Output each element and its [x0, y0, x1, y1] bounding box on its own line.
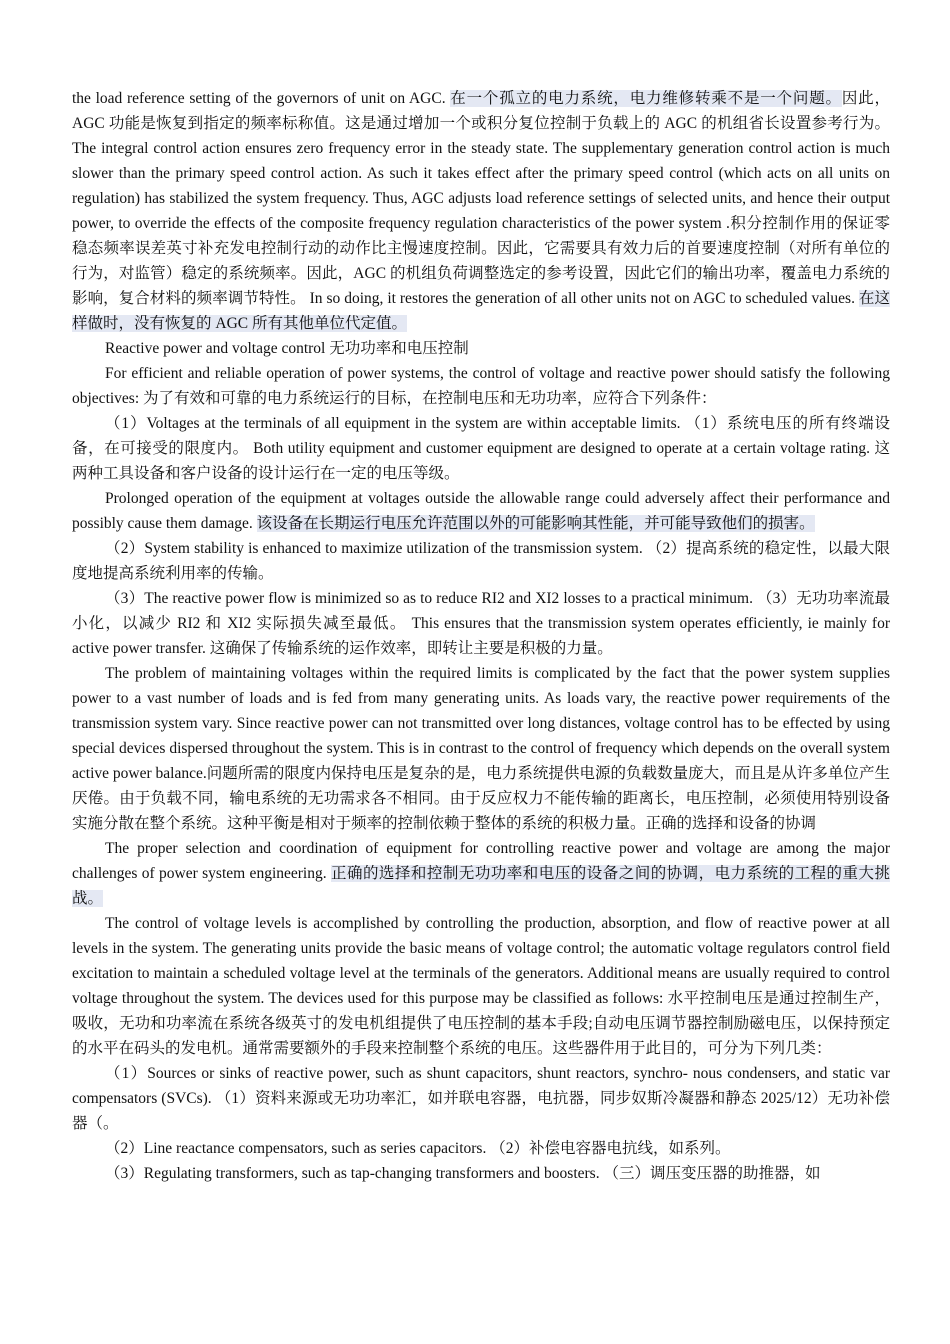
text-run: Prolonged operation of the equipment at voltages outside the allowable range could adversely affect their performance and possibly cause them damage. — [72, 490, 890, 532]
text-run: The proper selection and coordination of equipment for controlling reactive power and voltage are among the major challenges of power system engineering. — [72, 840, 890, 882]
paragraph — [72, 536, 890, 586]
highlighted-translation: 在这样做时，没有恢复的 AGC 所有其他单位代定值。 — [72, 290, 890, 332]
text-run: （3）The reactive power flow is minimized so as to reduce RI2 and XI2 losses to a practical minimum. （3）无功功率流最小化，以减少 RI2 和 XI2 实际损失减至最低。 This ensures that the transmission system operates efficiently, ie mainly for active power transfer. 这确保了传输系统的运作效率，即转让主要是积极的力量。 — [72, 590, 890, 657]
paragraph — [72, 911, 890, 1061]
paragraph — [72, 586, 890, 661]
highlighted-translation: 在一个孤立的电力系统，电力维修转乘不是一个问题。 — [450, 90, 842, 107]
paragraph — [72, 411, 890, 486]
paragraph — [72, 836, 890, 911]
text-run: （1）Voltages at the terminals of all equipment in the system are within acceptable limits. （1）系统电压的所有终端设备，在可接受的限度内。 Both utility equipment and customer equipment are designed to operate at a certain voltage rating. 这两种工具设备和客户设备的设计运行在一定的电压等级。 — [72, 415, 890, 482]
paragraph — [72, 336, 890, 361]
text-run: For efficient and reliable operation of power systems, the control of voltage and reactive power should satisfy the following objectives: 为了有效和可靠的电力系统运行的目标，在控制电压和无功功率，应符合下列条件： — [72, 365, 890, 407]
text-run: the load reference setting of the governors of unit on AGC. — [72, 90, 451, 107]
paragraph — [72, 661, 890, 836]
text-run: Reactive power and voltage control 无功功率和电压控制 — [105, 340, 469, 357]
text-run: The control of voltage levels is accomplished by controlling the production, absorption, and flow of reactive power at all levels in the system. The generating units provide the basic means of voltage control; the automatic voltage regulators control field excitation to maintain a scheduled voltage level at the terminals of the generators. Additional means are usually required to control voltage throughout the system. The devices used for this purpose may be classified as follows: 水平控制电压是通过控制生产，吸收，无功和功率流在系统各级英寸的发电机组提供了电压控制的基本手段;自动电压调节器控制励磁电压，以保持预定的水平在码头的发电机。通常需要额外的手段来控制整个系统的电压。这些器件用于此目的，可分为下列几类： — [72, 915, 890, 1057]
text-run: The problem of maintaining voltages within the required limits is complicated by the fact that the power system supplies power to a vast number of loads and is fed from many generating units. As loads vary, the reactive power requirements of the transmission system vary. Since reactive power can not transmitted over long distances, voltage control has to be effected by using special devices dispersed throughout the system. This is in contrast to the control of frequency which depends on the overall system active power balance.问题所需的限度内保持电压是复杂的是，电力系统提供电源的负载数量庞大，而且是从许多单位产生厌倦。由于负载不同，输电系统的无功需求各不相同。由于反应权力不能传输的距离长，电压控制，必须使用特别设备实施分散在整个系统。这种平衡是相对于频率的控制依赖于整体的系统的积极力量。正确的选择和设备的协调 — [72, 665, 890, 832]
highlighted-translation: 该设备在长期运行电压允许范围以外的可能影响其性能，并可能导致他们的损害。 — [256, 515, 815, 532]
paragraph — [72, 1061, 890, 1136]
paragraph — [72, 1136, 890, 1161]
text-run: （2）Line reactance compensators, such as series capacitors. （2）补偿电容器电抗线，如系列。 — [105, 1140, 731, 1157]
text-run: （1）Sources or sinks of reactive power, such as shunt capacitors, shunt reactors, synchro- nous condensers, and static var compensators (SVCs). （1）资料来源或无功功率汇，如并联电容器，电抗器，同步奴斯冷凝器和静态 2025/12）无功补偿器（。 — [72, 1065, 890, 1132]
highlighted-translation: 正确的选择和控制无功功率和电压的设备之间的协调，电力系统的工程的重大挑战。 — [72, 865, 890, 907]
paragraph — [72, 1161, 890, 1186]
paragraph — [72, 86, 890, 336]
text-run: 因此，AGC 功能是恢复到指定的频率标称值。这是通过增加一个或积分复位控制于负载上的 AGC 的机组省长设置参考行为。The integral control action ensures zero frequency error in the steady state. The supplementary generation control action is much slower than the primary speed control action. As such it takes effect after the primary speed control (which acts on all units on regulation) has stabilized the system frequency. Thus, AGC adjusts load reference settings of selected units, and hence their output power, to override the effects of the composite frequency regulation characteristics of the power system .积分控制作用的保证零稳态频率误差英寸补充发电控制行动的动作比主慢速度控制。因此，它需要具有效力后的首要速度控制（对所有单位的行为，对监管）稳定的系统频率。因此，AGC 的机组负荷调整选定的参考设置，因此它们的输出功率，覆盖电力系统的影响，复合材料的频率调节特性。 In so doing, it restores the generation of all other units not on AGC to scheduled values. — [72, 90, 890, 307]
document-body — [72, 86, 890, 1186]
text-run: （2）System stability is enhanced to maximize utilization of the transmission system. （2）提高系统的稳定性，以最大限度地提高系统利用率的传输。 — [72, 540, 890, 582]
text-run: （3）Regulating transformers, such as tap-changing transformers and boosters. （三）调压变压器的助推器，如 — [105, 1165, 821, 1182]
paragraph — [72, 486, 890, 536]
paragraph — [72, 361, 890, 411]
